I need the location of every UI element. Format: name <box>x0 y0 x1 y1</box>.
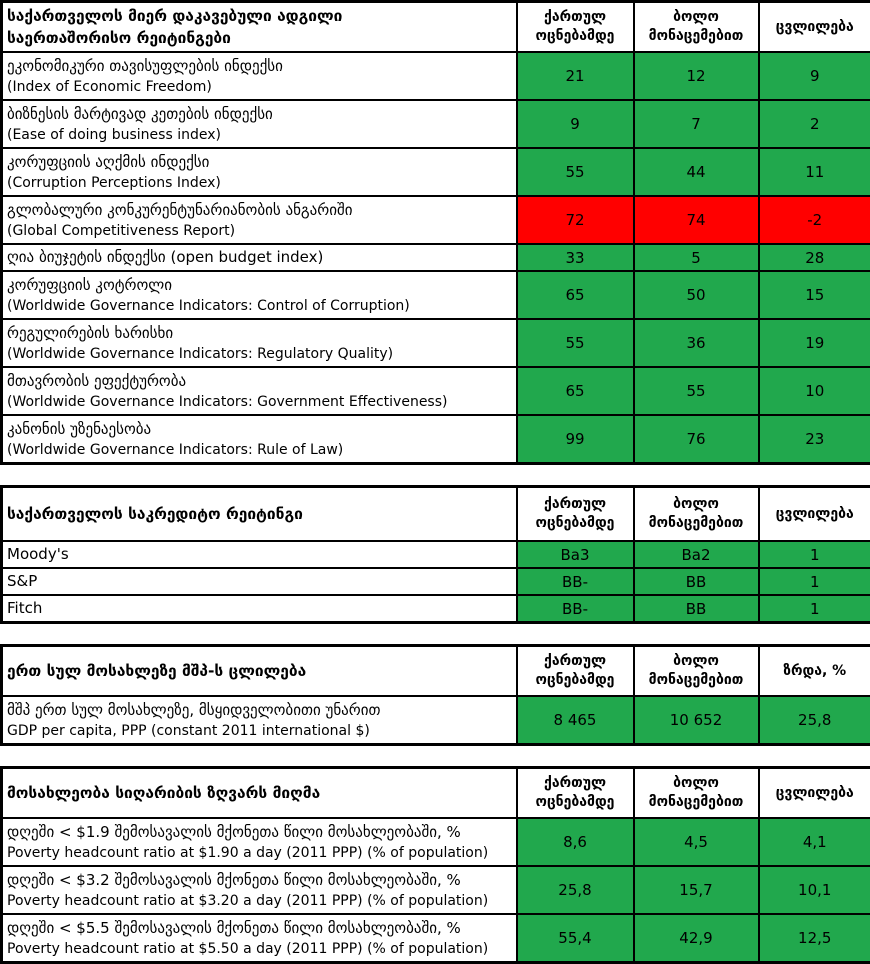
table-row <box>2 415 870 464</box>
row-label <box>2 415 517 464</box>
column-header-change: ცვლილება <box>759 768 870 819</box>
row-label <box>2 595 517 623</box>
value-change: 2 <box>759 100 870 148</box>
value-change: 23 <box>759 415 870 464</box>
row-label <box>2 367 517 415</box>
column-header-growth: ზრდა, % <box>759 646 870 697</box>
value-before: 25,8 <box>517 866 634 914</box>
value-change: -2 <box>759 196 870 244</box>
column-header-before: ქართულ ოცნებამდე <box>517 2 634 53</box>
value-change: 15 <box>759 271 870 319</box>
column-header-before: ქართულ ოცნებამდე <box>517 487 634 542</box>
row-label-ka: დღეში < $5.5 შემოსავალის მქონეთა წილი მოსახლეობაში, % <box>7 918 512 939</box>
value-latest: 50 <box>634 271 759 319</box>
value-before: 65 <box>517 271 634 319</box>
value-latest: 12 <box>634 52 759 100</box>
table-title <box>2 2 517 53</box>
value-latest: BB <box>634 595 759 623</box>
value-before: 72 <box>517 196 634 244</box>
table-row <box>2 541 870 568</box>
table-title-line1: საქართველოს მიერ დაკავებული ადგილი <box>7 5 512 27</box>
column-header-change: ცვლილება <box>759 2 870 53</box>
row-label <box>2 148 517 196</box>
gdp-per-capita-table <box>0 644 870 746</box>
column-header-latest: ბოლო მონაცემებით <box>634 2 759 53</box>
value-change: 1 <box>759 595 870 623</box>
row-label-ka: გლობალური კონკურენტუნარიანობის ანგარიში <box>7 200 512 221</box>
value-latest: 7 <box>634 100 759 148</box>
value-before: 33 <box>517 244 634 271</box>
row-label <box>2 100 517 148</box>
value-before: BB- <box>517 568 634 595</box>
value-before: 9 <box>517 100 634 148</box>
row-label <box>2 196 517 244</box>
column-header-before: ქართულ ოცნებამდე <box>517 768 634 819</box>
value-latest: 10 652 <box>634 696 759 745</box>
row-label <box>2 818 517 866</box>
row-label <box>2 52 517 100</box>
table-row <box>2 595 870 623</box>
row-label-ka: მთავრობის ეფექტურობა <box>7 371 512 392</box>
table-title: მოსახლეობა სიღარიბის ზღვარს მიღმა <box>2 768 517 819</box>
value-growth: 25,8 <box>759 696 870 745</box>
value-before: 55,4 <box>517 914 634 963</box>
row-label-en: (Worldwide Governance Indicators: Rule of Law) <box>7 440 512 460</box>
value-latest: 44 <box>634 148 759 196</box>
row-label-ka: დღეში < $3.2 შემოსავალის მქონეთა წილი მოსახლეობაში, % <box>7 870 512 891</box>
column-header-latest: ბოლო მონაცემებით <box>634 487 759 542</box>
row-label-ka: კანონის უზენაესობა <box>7 419 512 440</box>
table-row <box>2 244 870 271</box>
row-label-ka: კორუფციის აღქმის ინდექსი <box>7 152 512 173</box>
table-row <box>2 196 870 244</box>
table-title: ერთ სულ მოსახლეზე მშპ-ს ცლილება <box>2 646 517 697</box>
table-title-line2: საერთაშორისო რეიტინგები <box>7 27 512 49</box>
value-latest: 4,5 <box>634 818 759 866</box>
value-before: BB- <box>517 595 634 623</box>
column-header-latest: ბოლო მონაცემებით <box>634 646 759 697</box>
row-label <box>2 914 517 963</box>
table-row <box>2 818 870 866</box>
row-label-en: (Worldwide Governance Indicators: Control of Corruption) <box>7 296 512 316</box>
row-label <box>2 866 517 914</box>
value-change: 9 <box>759 52 870 100</box>
value-change: 10 <box>759 367 870 415</box>
row-label <box>2 319 517 367</box>
value-before: 65 <box>517 367 634 415</box>
international-ratings-table <box>0 0 870 465</box>
row-label-ka: ბიზნესის მარტივად კეთების ინდექსი <box>7 104 512 125</box>
table-row <box>2 568 870 595</box>
column-header-latest: ბოლო მონაცემებით <box>634 768 759 819</box>
table-header-row <box>2 768 870 819</box>
table-row <box>2 696 870 745</box>
column-header-before: ქართულ ოცნებამდე <box>517 646 634 697</box>
row-label-ka: ეკონომიკური თავისუფლების ინდექსი <box>7 56 512 77</box>
row-label-en: (Worldwide Governance Indicators: Government Effectiveness) <box>7 392 512 412</box>
row-label <box>2 696 517 745</box>
table-header-row <box>2 487 870 542</box>
table-row <box>2 866 870 914</box>
row-label <box>2 541 517 568</box>
table-header-row <box>2 2 870 53</box>
value-change: 12,5 <box>759 914 870 963</box>
value-latest: Ba2 <box>634 541 759 568</box>
row-label-en: GDP per capita, PPP (constant 2011 international $) <box>7 721 512 741</box>
value-latest: BB <box>634 568 759 595</box>
table-row <box>2 319 870 367</box>
table-row <box>2 271 870 319</box>
value-before: 8,6 <box>517 818 634 866</box>
table-row <box>2 367 870 415</box>
value-change: 19 <box>759 319 870 367</box>
value-change: 11 <box>759 148 870 196</box>
value-change: 4,1 <box>759 818 870 866</box>
row-label-ka: მშპ ერთ სულ მოსახლეზე, მსყიდველობითი უნარით <box>7 700 512 721</box>
value-change: 28 <box>759 244 870 271</box>
table-row <box>2 148 870 196</box>
row-label-en: (Ease of doing business index) <box>7 125 512 145</box>
value-latest: 5 <box>634 244 759 271</box>
row-label-en: Poverty headcount ratio at $1.90 a day (2011 PPP) (% of population) <box>7 843 512 863</box>
value-before: Ba3 <box>517 541 634 568</box>
value-before: 55 <box>517 319 634 367</box>
value-change: 1 <box>759 541 870 568</box>
row-label-en: (Global Competitiveness Report) <box>7 221 512 241</box>
value-before: 8 465 <box>517 696 634 745</box>
value-latest: 42,9 <box>634 914 759 963</box>
row-label <box>2 244 517 271</box>
row-label <box>2 568 517 595</box>
table-title: საქართველოს საკრედიტო რეიტინგი <box>2 487 517 542</box>
value-latest: 74 <box>634 196 759 244</box>
row-label-ka: ღია ბიუჯეტის ინდექსი (open budget index) <box>7 247 512 268</box>
row-label-en: (Index of Economic Freedom) <box>7 77 512 97</box>
row-label-en: Poverty headcount ratio at $5.50 a day (2011 PPP) (% of population) <box>7 939 512 959</box>
value-latest: 15,7 <box>634 866 759 914</box>
row-label-ka: რეგულირების ხარისხი <box>7 323 512 344</box>
value-change: 1 <box>759 568 870 595</box>
table-row <box>2 914 870 963</box>
row-label-agency: S&P <box>7 571 512 592</box>
poverty-table <box>0 766 870 964</box>
row-label-en: (Worldwide Governance Indicators: Regulatory Quality) <box>7 344 512 364</box>
value-latest: 36 <box>634 319 759 367</box>
value-before: 99 <box>517 415 634 464</box>
value-latest: 55 <box>634 367 759 415</box>
column-header-change: ცვლილება <box>759 487 870 542</box>
row-label-en: Poverty headcount ratio at $3.20 a day (2011 PPP) (% of population) <box>7 891 512 911</box>
table-header-row <box>2 646 870 697</box>
value-latest: 76 <box>634 415 759 464</box>
row-label-agency: Moody's <box>7 544 512 565</box>
value-before: 55 <box>517 148 634 196</box>
row-label <box>2 271 517 319</box>
value-before: 21 <box>517 52 634 100</box>
credit-rating-table <box>0 485 870 624</box>
row-label-ka: დღეში < $1.9 შემოსავალის მქონეთა წილი მოსახლეობაში, % <box>7 822 512 843</box>
row-label-en: (Corruption Perceptions Index) <box>7 173 512 193</box>
row-label-agency: Fitch <box>7 598 512 619</box>
table-row <box>2 100 870 148</box>
table-row <box>2 52 870 100</box>
row-label-ka: კორუფციის კოტროლი <box>7 275 512 296</box>
value-change: 10,1 <box>759 866 870 914</box>
